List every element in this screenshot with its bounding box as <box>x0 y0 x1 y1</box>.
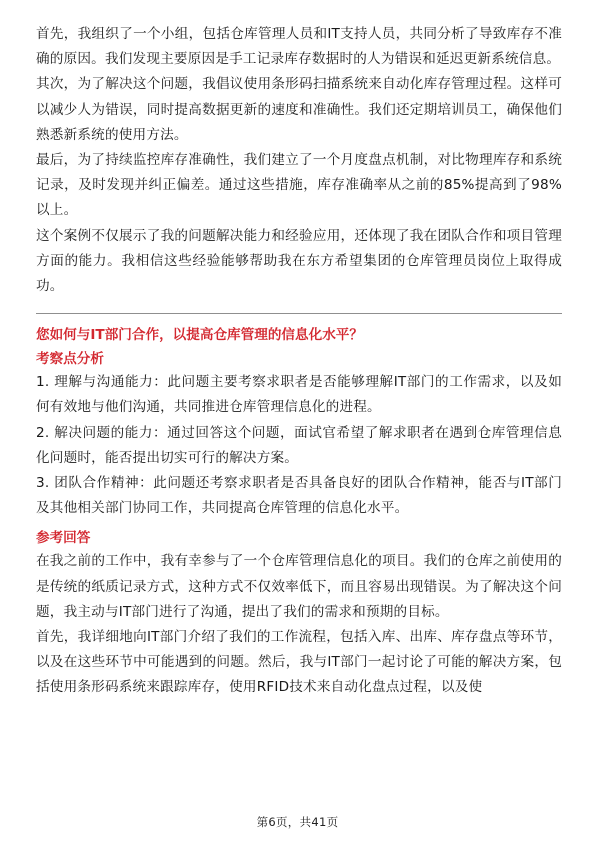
section-divider <box>36 313 562 314</box>
analysis-heading: 考察点分析 <box>36 351 104 368</box>
paragraph-summary: 这个案例不仅展示了我的问题解决能力和经验应用，还体现了我在团队合作和项目管理方面的能力。我相信这些经验能够帮助我在东方希望集团的仓库管理员岗位上取得成功。 <box>36 227 562 295</box>
page-content <box>36 22 562 701</box>
reference-paragraph: 在我之前的工作中，我有幸参与了一个仓库管理信息化的项目。我们的仓库之前使用的是传统的纸质记录方式，这种方式不仅效率低下，而且容易出现错误。为了解决这个问题，我主动与IT部门进行了沟通，提出了我们的需求和预期的目标。 <box>36 553 562 620</box>
analysis-item: 1. 理解与沟通能力：此问题主要考察求职者是否能够理解IT部门的工作需求，以及如何有效地与他们沟通，共同推进仓库管理信息化的进程。 <box>36 374 562 416</box>
question-section <box>36 324 562 700</box>
previous-answer-section <box>36 22 562 299</box>
paragraph-first: 首先，我组织了一个小组，包括仓库管理人员和IT支持人员，共同分析了导致库存不准确的原因。我们发现主要原因是手工记录库存数据时的人为错误和延迟更新系统信息。 <box>36 26 562 68</box>
reference-heading: 参考回答 <box>36 530 91 547</box>
paragraph-last: 最后，为了持续监控库存准确性，我们建立了一个月度盘点机制，对比物理库存和系统记录，及时发现并纠正偏差。通过这些措施，库存准确率从之前的85%提高到了98%以上。 <box>36 152 562 219</box>
question-title: 您如何与IT部门合作，以提高仓库管理的信息化水平？ <box>36 327 363 344</box>
page-number: 第6页，共41页 <box>256 815 339 829</box>
analysis-item: 2. 解决问题的能力：通过回答这个问题，面试官希望了解求职者在遇到仓库管理信息化问题时，能否提出切实可行的解决方案。 <box>36 424 562 466</box>
analysis-item: 3. 团队合作精神：此问题还考察求职者是否具备良好的团队合作精神，能否与IT部门及其他相关部门协同工作，共同提高仓库管理的信息化水平。 <box>36 475 562 517</box>
reference-paragraph: 首先，我详细地向IT部门介绍了我们的工作流程，包括入库、出库、库存盘点等环节，以及在这些环节中可能遇到的问题。然后，我与IT部门一起讨论了可能的解决方案，包括使用条形码系统来跟踪库存，使用RFID技术来自动化盘点过程，以及使 <box>36 629 562 696</box>
analysis-list <box>36 370 562 521</box>
paragraph-second: 其次，为了解决这个问题，我倡议使用条形码扫描系统来自动化库存管理过程。这样可以减少人为错误，同时提高数据更新的速度和准确性。我们还定期培训员工，确保他们熟悉新系统的使用方法。 <box>36 76 562 143</box>
